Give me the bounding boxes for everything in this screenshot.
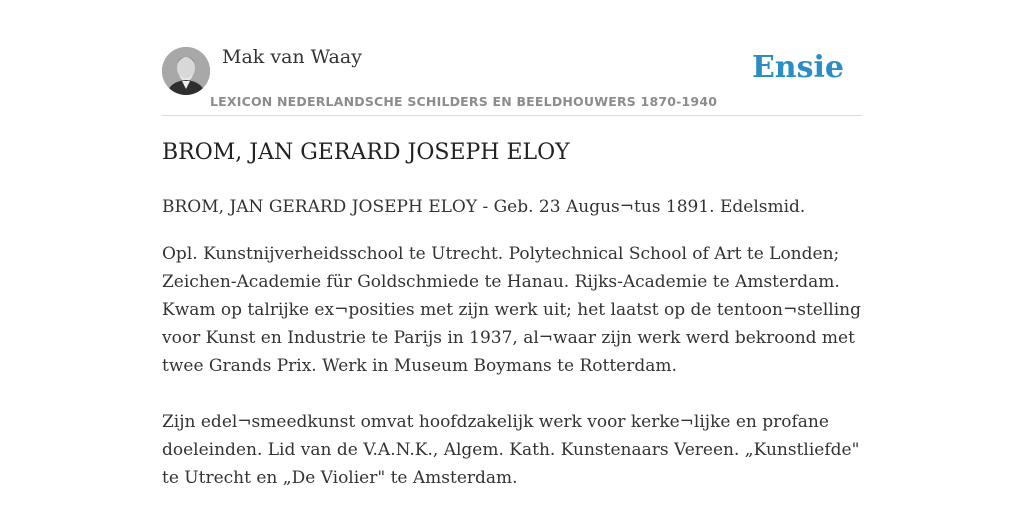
article-header <box>162 0 862 116</box>
page-title: BROM, JAN GERARD JOSEPH ELOY <box>162 140 570 165</box>
article-body <box>162 193 862 492</box>
source-title[interactable]: LEXICON NEDERLANDSCHE SCHILDERS EN BEELDHOUWERS 1870-1940 <box>210 94 718 109</box>
article-paragraph: BROM, JAN GERARD JOSEPH ELOY - Geb. 23 Augus¬tus 1891. Edelsmid. <box>162 197 806 217</box>
author-name[interactable]: Mak van Waay <box>222 46 362 68</box>
article-paragraph: Zijn edel¬smeedkunst omvat hoofdzakelijk werk voor kerke¬lijke en profane doeleinden. Lid van de V.A.N.K., Algem. Kath. Kunstenaars Vereen. „Kunstliefde" te Utrecht en „De Violier" te Amsterdam. <box>162 412 860 488</box>
ensie-logo[interactable]: Ensie <box>751 50 844 85</box>
author-portrait-icon <box>162 47 210 95</box>
article-paragraph: Opl. Kunstnijverheidsschool te Utrecht. Polytechnical School of Art te Londen; Zeichen-Academie für Goldschmiede te Hanau. Rijks-Academie te Amsterdam. Kwam op talrijke ex¬posities met zijn werk uit; het laatst op de tentoon¬stelling voor Kunst en Industrie te Parijs in 1937, al¬waar zijn werk werd bekroond met twee Grands Prix. Werk in Museum Boymans te Rotterdam. <box>162 244 861 376</box>
author-avatar[interactable] <box>162 47 210 95</box>
article-page <box>162 0 862 512</box>
